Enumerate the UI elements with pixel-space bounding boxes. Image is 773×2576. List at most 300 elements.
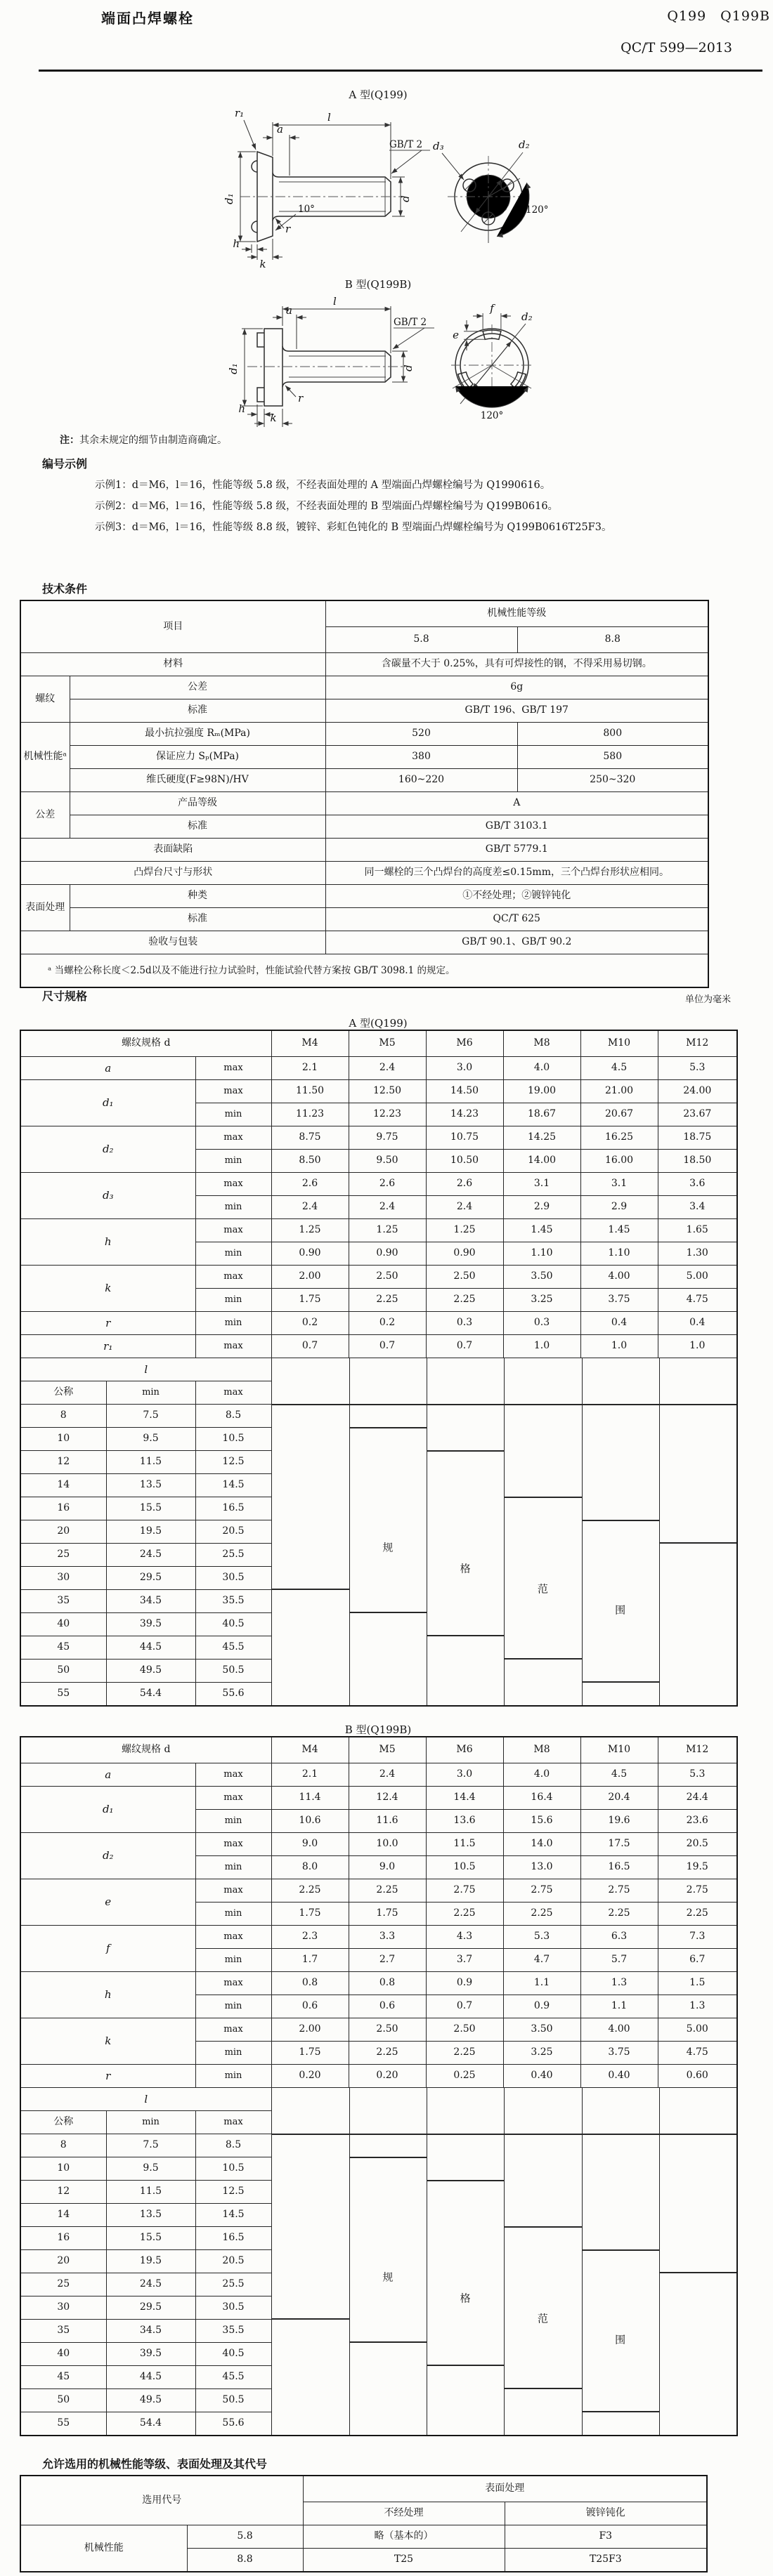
numbering-examples bbox=[60, 475, 726, 538]
dimension-table-type-b-l-row-5-1: 19.5 bbox=[106, 2250, 195, 2273]
dimension-table-type-b-l-row-7-2: 30.5 bbox=[195, 2296, 271, 2320]
dimension-table-type-a-size-M5: M5 bbox=[349, 1030, 426, 1057]
manufacturer-note bbox=[60, 433, 227, 447]
dimension-table-type-b-value-e-min-M6: 2.25 bbox=[426, 1903, 503, 1926]
dimension-table-type-a-dim-2-min: min bbox=[195, 1150, 271, 1173]
dimension-table-type-a-value-d₃-max-M6: 2.6 bbox=[426, 1173, 503, 1196]
example-1: 示例1：d＝M6，l＝16，性能等级 5.8 级，不经表面处理的 A 型端面凸焊螺栓编号为 Q1990616。 bbox=[95, 480, 551, 491]
dimension-table-type-b-value-r-min-M12: 0.60 bbox=[658, 2065, 737, 2088]
dimension-table-type-a-l-row-10-2: 45.5 bbox=[195, 1636, 271, 1660]
tech-material-label: 材料 bbox=[20, 653, 325, 676]
dimension-table-type-a-value-h-max-M10: 1.45 bbox=[580, 1219, 658, 1242]
dimension-table-type-a-value-d₁-max-M10: 21.00 bbox=[580, 1080, 658, 1103]
dimension-table-type-b-value-e-max-M10: 2.75 bbox=[580, 1879, 658, 1903]
dimension-table-type-b-l-row-12-0: 55 bbox=[20, 2412, 106, 2436]
tech-hardness-label: 维氏硬度(F≥98N)/HV bbox=[70, 769, 325, 792]
dimension-table-type-a-dim-1-min: min bbox=[195, 1103, 271, 1126]
dimension-table-type-b-l-row-8-1: 34.5 bbox=[106, 2320, 195, 2343]
dimension-table-type-b-value-e-min-M12: 2.25 bbox=[658, 1903, 737, 1926]
dimension-table-type-a-value-d₃-max-M5: 2.6 bbox=[349, 1173, 426, 1196]
table-b-caption: B 型(Q199B) bbox=[344, 1723, 412, 1736]
allowed-mech-label: 机械性能 bbox=[20, 2525, 187, 2572]
taper-angle-label: 10° bbox=[298, 204, 315, 215]
dimension-table-type-b-l-row-4-2: 16.5 bbox=[195, 2227, 271, 2250]
dimension-table-type-a-l-row-10-0: 45 bbox=[20, 1636, 106, 1660]
dimension-table-type-a-l-row-1-1: 9.5 bbox=[106, 1428, 195, 1451]
tech-finish-label: 表面处理 bbox=[20, 885, 70, 931]
dimension-table-type-b-value-e-max-M12: 2.75 bbox=[658, 1879, 737, 1903]
allowed-untreated-label: 不经处理 bbox=[303, 2502, 505, 2525]
dimension-table-type-a-value-h-min-M12: 1.30 bbox=[658, 1242, 737, 1266]
dimension-table-type-b-value-d₂-min-M4: 8.0 bbox=[271, 1856, 349, 1879]
dim-k-label: k bbox=[270, 412, 277, 424]
dimension-table-type-a-value-r-min-M5: 0.2 bbox=[349, 1312, 426, 1335]
tech-tol-std-value: GB/T 3103.1 bbox=[325, 815, 708, 839]
dim-d2-label: d₂ bbox=[521, 310, 533, 323]
tech-finish-std-label: 标准 bbox=[70, 908, 325, 931]
dimension-table-type-a-value-d₂-max-M8: 14.25 bbox=[503, 1126, 580, 1150]
dimension-table-type-b-l-row-5-0: 20 bbox=[20, 2250, 106, 2273]
dimension-table-type-a-value-h-max-M5: 1.25 bbox=[349, 1219, 426, 1242]
dimension-table-type-a-l-row-0-0: 8 bbox=[20, 1405, 106, 1428]
dimension-table-type-b-range-char-3: 围 bbox=[615, 2333, 626, 2346]
dimension-table-type-b-value-r-min-M5: 0.20 bbox=[349, 2065, 426, 2088]
dimension-table-type-b-value-k-min-M12: 4.75 bbox=[658, 2042, 737, 2065]
dimension-table-type-b-l-row-12-1: 54.4 bbox=[106, 2412, 195, 2436]
dimension-table-type-b-l-row-2-2: 12.5 bbox=[195, 2181, 271, 2204]
dimension-table-type-a-dim-5-label: k bbox=[20, 1266, 195, 1312]
dimension-table-type-a-l-row-8-1: 34.5 bbox=[106, 1590, 195, 1613]
dimension-table-type-a-dim-6-min: min bbox=[195, 1312, 271, 1335]
tech-product-grade-label: 产品等级 bbox=[70, 792, 325, 815]
dimension-table-type-b-l-row-2-0: 12 bbox=[20, 2181, 106, 2204]
dimension-table-type-a-value-h-max-M4: 1.25 bbox=[271, 1219, 349, 1242]
dimension-table-type-b-value-h-min-M6: 0.7 bbox=[426, 1995, 503, 2018]
dimension-table-type-a-value-h-max-M8: 1.45 bbox=[503, 1219, 580, 1242]
dimension-table-type-a-value-r-min-M10: 0.4 bbox=[580, 1312, 658, 1335]
dimension-table-type-b-size-M10: M10 bbox=[580, 1737, 658, 1763]
dimension-table-type-b-dim-2-min: min bbox=[195, 1856, 271, 1879]
dimension-table-type-b-value-h-max-M4: 0.8 bbox=[271, 1972, 349, 1995]
dimension-table-type-a-value-h-min-M4: 0.90 bbox=[271, 1242, 349, 1266]
dimension-table-type-b-value-k-max-M12: 5.00 bbox=[658, 2018, 737, 2042]
tech-proof-58: 380 bbox=[325, 746, 517, 769]
dimension-table-type-a-dim-3-min: min bbox=[195, 1196, 271, 1219]
dimension-table-type-b-value-k-max-M5: 2.50 bbox=[349, 2018, 426, 2042]
dimension-table-type-a-l-row-6-2: 25.5 bbox=[195, 1544, 271, 1567]
dimension-table-type-b-value-f-min-M12: 6.7 bbox=[658, 1949, 737, 1972]
dim-k-label: k bbox=[259, 258, 266, 270]
dimension-table-type-b-value-a-max-M12: 5.3 bbox=[658, 1763, 737, 1787]
dimension-table-type-b-value-d₂-min-M10: 16.5 bbox=[580, 1856, 658, 1879]
dimension-table-type-a-l-row-3-2: 14.5 bbox=[195, 1474, 271, 1497]
tech-col-mech-grade: 机械性能等级 bbox=[325, 600, 708, 627]
dimension-table-type-b-l-row-3-0: 14 bbox=[20, 2204, 106, 2227]
dimension-table-type-b-value-r-min-M6: 0.25 bbox=[426, 2065, 503, 2088]
tech-finish-kind-value: ①不经处理；②镀锌钝化 bbox=[325, 885, 708, 908]
allowed-58-zinc: F3 bbox=[505, 2525, 707, 2549]
dimension-table-type-a-value-d₂-min-M4: 8.50 bbox=[271, 1150, 349, 1173]
dimension-table-type-a-value-d₂-max-M6: 10.75 bbox=[426, 1126, 503, 1150]
dimension-table-type-a-value-k-max-M10: 4.00 bbox=[580, 1266, 658, 1289]
example-3: 示例3：d＝M6，l＝16，性能等级 8.8 级，镀锌、彩虹色钝化的 B 型端面凸焊螺栓编号为 Q199B0616T25F3。 bbox=[95, 522, 612, 533]
dimension-table-type-b-value-d₁-max-M10: 20.4 bbox=[580, 1787, 658, 1810]
tech-thread-tol-label: 公差 bbox=[70, 676, 325, 699]
dimension-table-type-b-size-M8: M8 bbox=[503, 1737, 580, 1763]
tech-surface-defect-label: 表面缺陷 bbox=[20, 839, 325, 862]
tech-section-title: 技术条件 bbox=[42, 582, 88, 596]
dim-f-label: f bbox=[490, 302, 494, 315]
dimension-table-type-b-l-row-7-1: 29.5 bbox=[106, 2296, 195, 2320]
dimension-table-type-b-value-a-max-M6: 3.0 bbox=[426, 1763, 503, 1787]
dimension-table-type-b-value-e-min-M8: 2.25 bbox=[503, 1903, 580, 1926]
dimension-table-type-b-value-d₂-min-M12: 19.5 bbox=[658, 1856, 737, 1879]
dimension-table-type-b-value-e-min-M10: 2.25 bbox=[580, 1903, 658, 1926]
dimension-table-type-a-value-r₁-max-M5: 0.7 bbox=[349, 1335, 426, 1358]
dimension-table-type-a-value-r₁-max-M12: 1.0 bbox=[658, 1335, 737, 1358]
dimension-table-type-a-value-d₃-max-M4: 2.6 bbox=[271, 1173, 349, 1196]
dimension-table-type-b-dim-4-label: f bbox=[20, 1926, 195, 1972]
dimension-table-type-a-dim-2-max: max bbox=[195, 1126, 271, 1150]
dim-r-label: r bbox=[298, 392, 304, 405]
tech-accept-label: 验收与包装 bbox=[20, 931, 325, 954]
dimension-table-type-a-l-row-0-2: 8.5 bbox=[195, 1405, 271, 1428]
dimension-table-type-b-value-a-max-M8: 4.0 bbox=[503, 1763, 580, 1787]
tech-tensile-88: 800 bbox=[517, 723, 708, 746]
dimension-table-type-b-l-row-4-1: 15.5 bbox=[106, 2227, 195, 2250]
dimension-table-type-b-l-col-0: 公称 bbox=[20, 2111, 106, 2134]
dimension-table-type-b-l-row-0-1: 7.5 bbox=[106, 2134, 195, 2157]
dimension-table-type-b-value-d₁-max-M4: 11.4 bbox=[271, 1787, 349, 1810]
dimension-table-type-b-size-M5: M5 bbox=[349, 1737, 426, 1763]
dimension-table-type-b-value-d₁-min-M4: 10.6 bbox=[271, 1810, 349, 1833]
dimension-table-type-a-value-h-min-M8: 1.10 bbox=[503, 1242, 580, 1266]
dimension-table-type-b-value-f-min-M10: 5.7 bbox=[580, 1949, 658, 1972]
dimension-table-type-b-l-row-9-2: 40.5 bbox=[195, 2343, 271, 2366]
dimension-table-type-a-dim-1-label: d₁ bbox=[20, 1080, 195, 1126]
gbt2-label: GB/T 2 bbox=[389, 139, 423, 150]
dimension-table-type-b-value-f-max-M4: 2.3 bbox=[271, 1926, 349, 1949]
tech-surface-defect-value: GB/T 5779.1 bbox=[325, 839, 708, 862]
tech-boss-value: 同一螺栓的三个凸焊台的高度差≤0.15mm，三个凸焊台形状应相同。 bbox=[325, 862, 708, 885]
dim-d1-label: d₁ bbox=[223, 193, 235, 204]
dimension-table-type-b-value-d₂-max-M10: 17.5 bbox=[580, 1833, 658, 1856]
dimension-table-type-a-value-d₂-min-M10: 16.00 bbox=[580, 1150, 658, 1173]
dimension-table-type-b-value-k-max-M10: 4.00 bbox=[580, 2018, 658, 2042]
dimension-table-type-a-l-row-9-2: 40.5 bbox=[195, 1613, 271, 1636]
dimension-table-type-a-value-h-min-M6: 0.90 bbox=[426, 1242, 503, 1266]
dim-r-label: r bbox=[285, 223, 291, 235]
dimension-table-type-b-dim-1-min: min bbox=[195, 1810, 271, 1833]
allowed-grade-58: 5.8 bbox=[187, 2525, 303, 2549]
dimension-table-type-a-l-row-8-0: 35 bbox=[20, 1590, 106, 1613]
dimension-table-type-b-value-e-max-M5: 2.25 bbox=[349, 1879, 426, 1903]
dimension-table-type-a-l-row-4-1: 15.5 bbox=[106, 1497, 195, 1520]
dimension-table-type-a-value-d₃-min-M6: 2.4 bbox=[426, 1196, 503, 1219]
dimension-table-type-a-value-r₁-max-M6: 0.7 bbox=[426, 1335, 503, 1358]
allowed-surface-label: 表面处理 bbox=[303, 2476, 707, 2502]
dimension-table-type-a-range-char-3: 围 bbox=[615, 1603, 626, 1617]
dimension-table-type-b-value-h-max-M6: 0.9 bbox=[426, 1972, 503, 1995]
dimension-table-type-a-l-row-1-2: 10.5 bbox=[195, 1428, 271, 1451]
dimension-table-type-a-l-row-8-2: 35.5 bbox=[195, 1590, 271, 1613]
dimension-table-type-b-l-row-5-2: 20.5 bbox=[195, 2250, 271, 2273]
dimension-table-type-a-value-k-max-M6: 2.50 bbox=[426, 1266, 503, 1289]
dimension-table-type-a-value-d₃-max-M12: 3.6 bbox=[658, 1173, 737, 1196]
dimension-table-type-b-range-char-2: 范 bbox=[537, 2312, 548, 2325]
dimension-table-type-a-range-char-0: 规 bbox=[382, 1541, 394, 1554]
dimension-table-type-a-l-row-11-1: 49.5 bbox=[106, 1660, 195, 1683]
dimension-table-type-a-value-d₁-max-M12: 24.00 bbox=[658, 1080, 737, 1103]
dimension-table-type-b-value-d₁-min-M8: 15.6 bbox=[503, 1810, 580, 1833]
dimension-table-type-b-value-h-min-M12: 1.3 bbox=[658, 1995, 737, 2018]
dimension-table-type-b-l-row-1-2: 10.5 bbox=[195, 2157, 271, 2181]
dimension-table-type-b-value-d₂-min-M8: 13.0 bbox=[503, 1856, 580, 1879]
type-b-caption: B 型(Q199B) bbox=[344, 278, 412, 291]
dimension-table-type-a-l-row-1-0: 10 bbox=[20, 1428, 106, 1451]
dimension-table-type-b-value-d₂-max-M5: 10.0 bbox=[349, 1833, 426, 1856]
tech-tol-std-label: 标准 bbox=[70, 815, 325, 839]
dimension-table-type-b-l-row-6-0: 25 bbox=[20, 2273, 106, 2296]
page-title: 端面凸焊螺栓 bbox=[101, 10, 194, 27]
dimension-table-type-b-value-d₁-max-M12: 24.4 bbox=[658, 1787, 737, 1810]
dimension-table-type-b-dim-7-label: r bbox=[20, 2065, 195, 2088]
dimension-table-type-b-value-k-max-M4: 2.00 bbox=[271, 2018, 349, 2042]
tech-proof-88: 580 bbox=[517, 746, 708, 769]
dimension-table-type-a-value-r-min-M8: 0.3 bbox=[503, 1312, 580, 1335]
dimension-table-type-a-value-k-max-M12: 5.00 bbox=[658, 1266, 737, 1289]
angle-120-label: 120° bbox=[480, 410, 504, 421]
dimension-table-type-a-dim-3-label: d₃ bbox=[20, 1173, 195, 1219]
dimension-table-type-b-value-d₂-min-M6: 10.5 bbox=[426, 1856, 503, 1879]
dimension-table-type-b-value-d₂-max-M4: 9.0 bbox=[271, 1833, 349, 1856]
dimension-table-type-b-value-d₁-max-M8: 16.4 bbox=[503, 1787, 580, 1810]
dimension-table-type-b-value-f-min-M5: 2.7 bbox=[349, 1949, 426, 1972]
dimension-table-type-b-value-f-max-M10: 6.3 bbox=[580, 1926, 658, 1949]
dimension-table-type-a-dim-5-min: min bbox=[195, 1289, 271, 1312]
dimension-table-type-b-value-h-min-M8: 0.9 bbox=[503, 1995, 580, 2018]
dimension-table-type-a-value-r-min-M6: 0.3 bbox=[426, 1312, 503, 1335]
tech-proof-label: 保证应力 Sₚ(MPa) bbox=[70, 746, 325, 769]
dimension-table-type-b-value-a-max-M10: 4.5 bbox=[580, 1763, 658, 1787]
dimension-table-type-b-value-f-max-M12: 7.3 bbox=[658, 1926, 737, 1949]
part-codes: Q199 Q199B bbox=[667, 8, 770, 24]
dimension-table-type-b-value-e-max-M6: 2.75 bbox=[426, 1879, 503, 1903]
dimension-table-type-a-value-d₁-max-M4: 11.50 bbox=[271, 1080, 349, 1103]
dimension-table-type-a-value-h-min-M10: 1.10 bbox=[580, 1242, 658, 1266]
dimension-table-type-b-dim-7-min: min bbox=[195, 2065, 271, 2088]
type-a-side-view bbox=[223, 107, 430, 270]
dim-l-label: l bbox=[333, 295, 337, 308]
dimension-table-type-b-dim-1-label: d₁ bbox=[20, 1787, 195, 1833]
dimension-table-type-a-value-d₁-max-M6: 14.50 bbox=[426, 1080, 503, 1103]
dimension-table-type-a-value-d₂-min-M5: 9.50 bbox=[349, 1150, 426, 1173]
tech-tolerance-label: 公差 bbox=[20, 792, 70, 839]
dimension-table-type-a-dim-6-label: r bbox=[20, 1312, 195, 1335]
dimension-table-type-a-value-d₃-min-M8: 2.9 bbox=[503, 1196, 580, 1219]
dimension-table-type-b-value-k-min-M10: 3.75 bbox=[580, 2042, 658, 2065]
dimension-table-type-a-value-r-min-M4: 0.2 bbox=[271, 1312, 349, 1335]
dimension-table-type-b-l-row-10-0: 45 bbox=[20, 2366, 106, 2389]
dimension-table-type-a-value-d₁-min-M10: 20.67 bbox=[580, 1103, 658, 1126]
dimension-table-type-a-value-h-max-M6: 1.25 bbox=[426, 1219, 503, 1242]
dimension-table-type-b-value-h-min-M5: 0.6 bbox=[349, 1995, 426, 2018]
dimension-table-type-a-value-a-max-M10: 4.5 bbox=[580, 1057, 658, 1080]
dimension-table-type-b-l-row-2-1: 11.5 bbox=[106, 2181, 195, 2204]
dimension-table-type-a-value-k-max-M4: 2.00 bbox=[271, 1266, 349, 1289]
dimension-table-type-b-value-k-max-M6: 2.50 bbox=[426, 2018, 503, 2042]
gbt2-label: GB/T 2 bbox=[394, 317, 427, 328]
dimension-table-type-b-value-d₁-max-M5: 12.4 bbox=[349, 1787, 426, 1810]
dimension-table-type-a-value-d₃-min-M4: 2.4 bbox=[271, 1196, 349, 1219]
dimension-table-type-b-l-row-1-1: 9.5 bbox=[106, 2157, 195, 2181]
dimension-table-type-b-range-char-0: 规 bbox=[382, 2271, 394, 2284]
dimension-table-type-b-value-f-min-M8: 4.7 bbox=[503, 1949, 580, 1972]
dimension-table-type-a-value-h-max-M12: 1.65 bbox=[658, 1219, 737, 1242]
dimension-table-type-b-size-range-staircase bbox=[272, 2088, 737, 2435]
dim-a-label: a bbox=[286, 304, 292, 317]
dimension-table-type-a-value-r₁-max-M8: 1.0 bbox=[503, 1335, 580, 1358]
dimension-table-type-b-l-row-6-2: 25.5 bbox=[195, 2273, 271, 2296]
dimension-table-type-b-value-h-min-M4: 0.6 bbox=[271, 1995, 349, 2018]
dimension-table-type-a-value-d₁-min-M8: 18.67 bbox=[503, 1103, 580, 1126]
dimension-table-type-b-value-a-max-M5: 2.4 bbox=[349, 1763, 426, 1787]
dimension-table-type-a-l-row-9-0: 40 bbox=[20, 1613, 106, 1636]
dimension-table-type-b-l-row-9-1: 39.5 bbox=[106, 2343, 195, 2366]
dimension-table-type-a-range-char-1: 格 bbox=[460, 1562, 471, 1575]
dimension-table-type-b-value-e-max-M4: 2.25 bbox=[271, 1879, 349, 1903]
dimension-table-type-b-dim-6-label: k bbox=[20, 2018, 195, 2065]
dimension-table-type-a-range-area bbox=[271, 1358, 737, 1707]
dimension-table-type-b-l-row-10-2: 45.5 bbox=[195, 2366, 271, 2389]
dimension-table-type-a-value-d₂-min-M12: 18.50 bbox=[658, 1150, 737, 1173]
numbering-section-title: 编号示例 bbox=[42, 457, 88, 471]
dimension-table-type-b-value-r-min-M8: 0.40 bbox=[503, 2065, 580, 2088]
dimension-table-type-a-l-row-2-0: 12 bbox=[20, 1451, 106, 1474]
dimension-table-type-a-value-r-min-M12: 0.4 bbox=[658, 1312, 737, 1335]
dimension-table-type-a-dim-1-max: max bbox=[195, 1080, 271, 1103]
dimension-table-type-b-l-row-3-1: 13.5 bbox=[106, 2204, 195, 2227]
dimension-table-type-a-l-row-5-2: 20.5 bbox=[195, 1520, 271, 1544]
dimension-table-type-b-value-h-max-M12: 1.5 bbox=[658, 1972, 737, 1995]
dimension-table-type-a-dim-4-min: min bbox=[195, 1242, 271, 1266]
dimension-table-type-b-range-area bbox=[271, 2088, 737, 2436]
note-label: 注： bbox=[60, 435, 79, 446]
dimension-table-type-b-value-r-min-M4: 0.20 bbox=[271, 2065, 349, 2088]
dimension-table-type-b bbox=[20, 1736, 738, 2436]
angle-120-label: 120° bbox=[526, 204, 549, 216]
dimension-table-type-b-value-k-min-M6: 2.25 bbox=[426, 2042, 503, 2065]
table-a-caption: A 型(Q199) bbox=[349, 1017, 408, 1030]
dimension-table-type-a-l-row-6-0: 25 bbox=[20, 1544, 106, 1567]
dimension-table-type-a-value-k-min-M5: 2.25 bbox=[349, 1289, 426, 1312]
dimension-table-type-b-value-r-min-M10: 0.40 bbox=[580, 2065, 658, 2088]
dimension-table-type-a-l-col-2: max bbox=[195, 1381, 271, 1405]
dimension-table-type-a-dim-2-label: d₂ bbox=[20, 1126, 195, 1173]
dimension-table-type-b-dim-6-min: min bbox=[195, 2042, 271, 2065]
dimension-table-type-b-l-row-11-2: 50.5 bbox=[195, 2389, 271, 2412]
dimension-table-type-b-dim-2-max: max bbox=[195, 1833, 271, 1856]
dimension-table-type-a-value-d₂-min-M8: 14.00 bbox=[503, 1150, 580, 1173]
dimension-table-type-a-size-range-staircase bbox=[272, 1358, 737, 1705]
dimension-table-type-b-dim-0-max: max bbox=[195, 1763, 271, 1787]
tech-hardness-88: 250~320 bbox=[517, 769, 708, 792]
dimension-table-type-a-value-r₁-max-M4: 0.7 bbox=[271, 1335, 349, 1358]
example-2: 示例2：d＝M6，l＝16，性能等级 5.8 级，不经表面处理的 B 型端面凸焊螺栓编号为 Q199B0616。 bbox=[95, 501, 559, 512]
dim-d2-label: d₂ bbox=[519, 138, 530, 151]
dimension-table-type-b-value-f-min-M4: 1.7 bbox=[271, 1949, 349, 1972]
dimension-table-type-b-value-f-min-M6: 3.7 bbox=[426, 1949, 503, 1972]
dim-d1-label: d₁ bbox=[227, 363, 240, 374]
type-a-caption: A 型(Q199) bbox=[349, 88, 408, 101]
dimension-table-type-a-value-a-max-M5: 2.4 bbox=[349, 1057, 426, 1080]
dimension-table-type-a-l-header: l bbox=[20, 1358, 271, 1381]
dimension-table-type-b-value-h-max-M10: 1.3 bbox=[580, 1972, 658, 1995]
dimension-table-type-b-l-col-1: min bbox=[106, 2111, 195, 2134]
dimension-table-type-a-l-row-11-0: 50 bbox=[20, 1660, 106, 1683]
dimension-table-type-b-value-k-min-M8: 3.25 bbox=[503, 2042, 580, 2065]
dimension-table-type-b-value-d₁-max-M6: 14.4 bbox=[426, 1787, 503, 1810]
dimension-table-type-b-value-e-min-M4: 1.75 bbox=[271, 1903, 349, 1926]
dimension-table-type-b-value-h-max-M5: 0.8 bbox=[349, 1972, 426, 1995]
dimension-table-type-b-value-d₂-min-M5: 9.0 bbox=[349, 1856, 426, 1879]
tech-thread-tol-value: 6g bbox=[325, 676, 708, 699]
dimension-table-type-b-dim-3-min: min bbox=[195, 1903, 271, 1926]
dimension-table-type-b-dim-1-max: max bbox=[195, 1787, 271, 1810]
dimension-table-type-a-size-M12: M12 bbox=[658, 1030, 737, 1057]
dimension-table-type-a-value-d₃-max-M10: 3.1 bbox=[580, 1173, 658, 1196]
dimension-table-type-b-l-row-4-0: 16 bbox=[20, 2227, 106, 2250]
tech-grade-88: 8.8 bbox=[517, 627, 708, 653]
dimension-table-type-a-value-d₁-min-M4: 11.23 bbox=[271, 1103, 349, 1126]
dimension-table-type-a-value-d₂-max-M10: 16.25 bbox=[580, 1126, 658, 1150]
dimension-table-type-a-value-d₁-max-M8: 19.00 bbox=[503, 1080, 580, 1103]
dimension-table-type-b-value-f-max-M5: 3.3 bbox=[349, 1926, 426, 1949]
type-b-end-view bbox=[451, 302, 533, 421]
dimension-table-type-b-l-row-0-2: 8.5 bbox=[195, 2134, 271, 2157]
dimension-table-type-a-l-row-12-0: 55 bbox=[20, 1683, 106, 1707]
dimension-table-type-b-dim-3-label: e bbox=[20, 1879, 195, 1926]
dimension-table-type-b-dim-6-max: max bbox=[195, 2018, 271, 2042]
dimension-table-type-a-l-row-7-0: 30 bbox=[20, 1567, 106, 1590]
dimension-table-type-a-l-row-7-1: 29.5 bbox=[106, 1567, 195, 1590]
type-b-side-view bbox=[227, 295, 434, 427]
dimension-table-type-a-l-row-3-1: 13.5 bbox=[106, 1474, 195, 1497]
dimension-table-type-a-l-row-7-2: 30.5 bbox=[195, 1567, 271, 1590]
dim-e-label: e bbox=[453, 329, 459, 341]
dimension-table-type-b-value-k-max-M8: 3.50 bbox=[503, 2018, 580, 2042]
dimension-table-type-a-l-row-4-2: 16.5 bbox=[195, 1497, 271, 1520]
dim-l-label: l bbox=[327, 111, 331, 124]
dimension-table-type-a-size-M8: M8 bbox=[503, 1030, 580, 1057]
dimension-table-type-b-l-row-12-2: 55.6 bbox=[195, 2412, 271, 2436]
dimension-table-type-b-size-M4: M4 bbox=[271, 1737, 349, 1763]
dimension-table-type-a-l-row-3-0: 14 bbox=[20, 1474, 106, 1497]
allowed-88-untreated: T25 bbox=[303, 2549, 505, 2572]
dimension-table-type-b-l-row-7-0: 30 bbox=[20, 2296, 106, 2320]
dimension-table-type-a-value-k-min-M12: 4.75 bbox=[658, 1289, 737, 1312]
tech-tensile-58: 520 bbox=[325, 723, 517, 746]
dimension-table-type-a-l-row-2-1: 11.5 bbox=[106, 1451, 195, 1474]
tech-tensile-label: 最小抗拉强度 Rₘ(MPa) bbox=[70, 723, 325, 746]
dimension-table-type-b-dim-0-label: a bbox=[20, 1763, 195, 1787]
dimension-table-type-b-l-row-6-1: 24.5 bbox=[106, 2273, 195, 2296]
dimension-table-type-a-value-d₂-min-M6: 10.50 bbox=[426, 1150, 503, 1173]
dimension-table-type-b-l-row-9-0: 40 bbox=[20, 2343, 106, 2366]
tech-thread-std-label: 标准 bbox=[70, 699, 325, 723]
standard-number: QC/T 599—2013 bbox=[621, 40, 732, 55]
tech-product-grade-value: A bbox=[325, 792, 708, 815]
